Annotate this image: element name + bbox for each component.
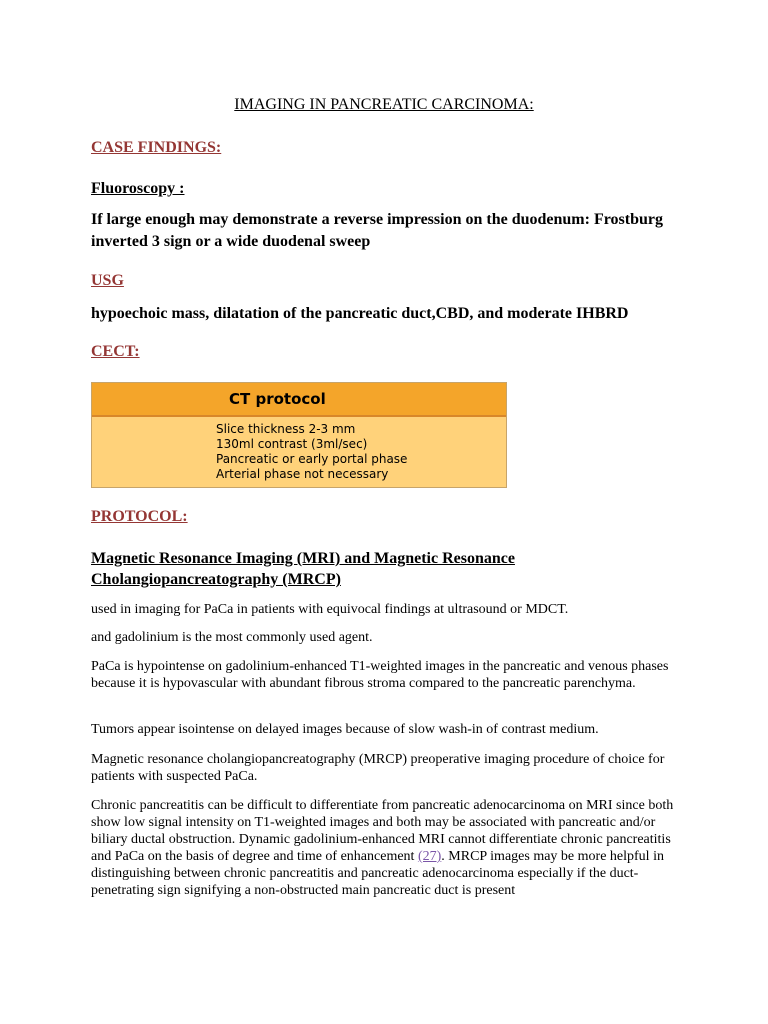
fluoroscopy-heading: Fluoroscopy : [91,180,185,197]
ct-protocol-title: CT protocol [92,383,506,417]
protocol-heading: PROTOCOL: [91,508,188,525]
fluoroscopy-text: If large enough may demonstrate a reverse impression on the duodenum: Frostburg inverted 3 sign or a wide duodenal sweep [91,211,663,250]
ct-protocol-line: Pancreatic or early portal phase [216,452,408,466]
reference-link[interactable]: (27) [417,849,442,864]
ct-protocol-table [91,382,507,488]
paragraph-text: . MRCP images may be more helpful in distinguishing between chronic pancreatitis and pancreatic adenocarcinoma especially if the duct-penetrating sign signifying a non-obstructed main pancreatic duct is present [91,849,664,898]
usg-heading: USG [91,272,124,289]
mri-heading [91,548,515,590]
page-title: IMAGING IN PANCREATIC CARCINOMA: [234,96,534,113]
usg-text: hypoechoic mass, dilatation of the pancreatic duct,CBD, and moderate IHBRD [91,305,629,322]
ct-protocol-line: 130ml contrast (3ml/sec) [216,437,368,451]
mri-heading-line1: Magnetic Resonance Imaging (MRI) and Magnetic Resonance [91,550,515,567]
mri-paragraph: Magnetic resonance cholangiopancreatography (MRCP) preoperative imaging procedure of choice for patients with suspected PaCa. [91,752,665,784]
ct-protocol-line: Slice thickness 2-3 mm [216,422,356,436]
cect-heading: CECT: [91,343,140,360]
case-findings-heading: CASE FINDINGS: [91,139,222,156]
ct-protocol-line: Arterial phase not necessary [216,467,389,481]
mri-paragraph: and gadolinium is the most commonly used agent. [91,630,373,645]
paragraph-text: Chronic pancreatitis can be difficult to differentiate from pancreatic adenocarcinoma on MRI since both show low signal intensity on T1-weighted images and both may be associated with pancreatic and/or biliary ductal obstruction. Dynamic gadolinium-enhanced MRI cannot differentiate chronic pancreatitis and PaCa on the basis of degree and time of enhancement [91,798,674,864]
mri-paragraph: used in imaging for PaCa in patients with equivocal findings at ultrasound or MDCT. [91,602,569,617]
mri-paragraph: Tumors appear isointense on delayed images because of slow wash-in of contrast medium. [91,722,599,737]
mri-paragraph-chronic-pancreatitis [91,797,691,899]
mri-paragraph: PaCa is hypointense on gadolinium-enhanced T1-weighted images in the pancreatic and venous phases because it is hypovascular with abundant fibrous stroma compared to the pancreatic parenchyma. [91,659,669,691]
mri-heading-line2: Cholangiopancreatography (MRCP) [91,571,341,588]
